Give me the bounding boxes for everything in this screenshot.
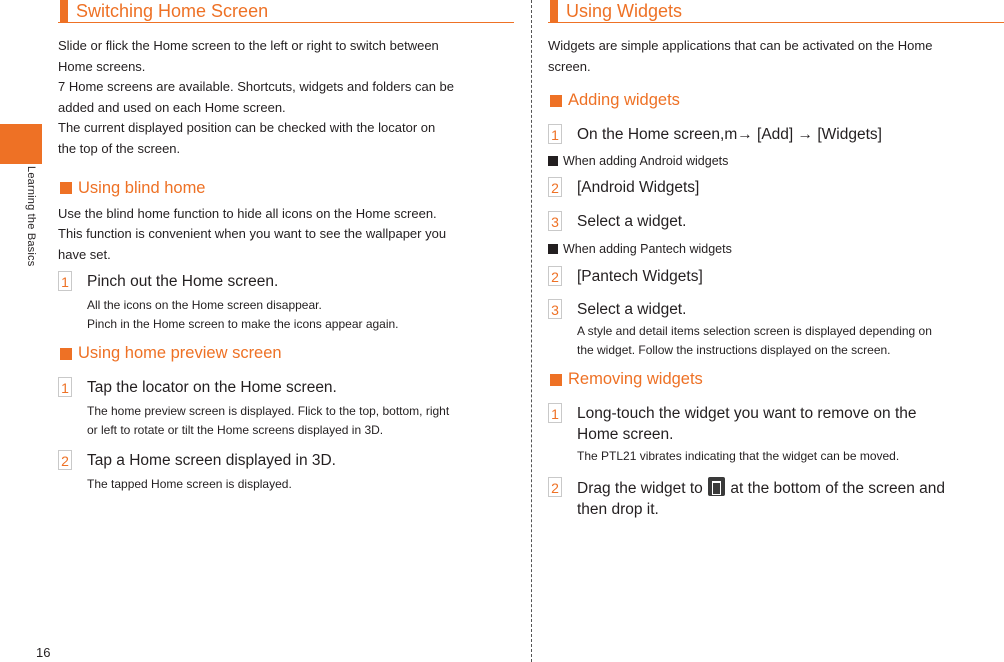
- removing-step-1: 1 Long-touch the widget you want to remove on the Home screen. The PTL21 vibrates indicating that the widget can be moved.: [548, 403, 1004, 466]
- square-bullet-icon: [550, 374, 562, 386]
- side-tab-label: Learning the Basics: [25, 166, 37, 267]
- heading-blind-home: Using blind home: [58, 179, 514, 198]
- blind-step-1: 1 Pinch out the Home screen. All the icons on the Home screen disappear. Pinch in the Home screen to make the icons appear again.: [58, 271, 514, 334]
- black-square-bullet-icon: [548, 156, 558, 166]
- step-note: The PTL21 vibrates indicating that the widget can be moved.: [577, 449, 900, 464]
- trash-icon: [708, 477, 725, 496]
- step-note: All the icons on the Home screen disappear. Pinch in the Home screen to make the icons appear again.: [87, 298, 399, 332]
- android-step-3: 3 Select a widget.: [548, 211, 1004, 232]
- blind-home-desc: Use the blind home function to hide all icons on the Home screen. This function is convenient when you want to see the wallpaper you have set.: [58, 205, 447, 262]
- section-title-using-widgets: Using Widgets: [548, 0, 1004, 23]
- android-step-2: 2 [Android Widgets]: [548, 177, 1004, 198]
- preview-step-2: 2 Tap a Home screen displayed in 3D. The tapped Home screen is displayed.: [58, 450, 514, 494]
- square-bullet-icon: [550, 95, 562, 107]
- adding-step-1: 1 On the Home screen,m→ [Add] → [Widgets]: [548, 124, 1004, 145]
- square-bullet-icon: [60, 182, 72, 194]
- pantech-widgets-heading: When adding Pantech widgets: [548, 242, 1004, 256]
- step-main: Long-touch the widget you want to remove on the Home screen.: [577, 405, 917, 444]
- step-note: A style and detail items selection screen is displayed depending on the widget. Follow the instructions displayed on the screen.: [577, 324, 932, 358]
- heading-adding-widgets: Adding widgets: [548, 91, 1004, 110]
- column-divider: [531, 0, 532, 662]
- black-square-bullet-icon: [548, 244, 558, 254]
- side-tab-marker: [0, 124, 42, 164]
- title-bar: [60, 0, 68, 22]
- square-bullet-icon: [60, 348, 72, 360]
- removing-step-2: 2 Drag the widget to at the bottom of the screen and then drop it.: [548, 477, 1004, 520]
- pantech-step-3: 3 Select a widget. A style and detail items selection screen is displayed depending on the widget. Follow the instructions displayed on the screen.: [548, 299, 1004, 360]
- heading-removing-widgets: Removing widgets: [548, 370, 1004, 389]
- left-column: [58, 0, 514, 494]
- right-column: [548, 0, 1004, 520]
- heading-home-preview: Using home preview screen: [58, 344, 514, 363]
- pantech-step-2: 2 [Pantech Widgets]: [548, 266, 1004, 287]
- android-widgets-heading: When adding Android widgets: [548, 154, 1004, 168]
- step-note: The tapped Home screen is displayed.: [87, 477, 292, 492]
- title-bar: [550, 0, 558, 22]
- widgets-intro: Widgets are simple applications that can be activated on the Home screen.: [548, 38, 933, 74]
- page-number: 16: [36, 645, 51, 660]
- step-main: Drag the widget to at the bottom of the screen and then drop it.: [577, 477, 1004, 520]
- step-note: The home preview screen is displayed. Flick to the top, bottom, right or left to rotate or tilt the Home screens displayed in 3D.: [87, 404, 450, 438]
- section-title-switching-home: Switching Home Screen: [58, 0, 514, 23]
- switching-intro: Slide or flick the Home screen to the left or right to switch between Home screens. 7 Home screens are available. Shortcuts, widgets and folders can be added and used on each Home screen. The current displayed position can be checked with the locator on the top of the screen.: [58, 38, 454, 156]
- preview-step-1: 1 Tap the locator on the Home screen. The home preview screen is displayed. Flick to the top, bottom, right or left to rotate or tilt the Home screens displayed in 3D.: [58, 377, 514, 440]
